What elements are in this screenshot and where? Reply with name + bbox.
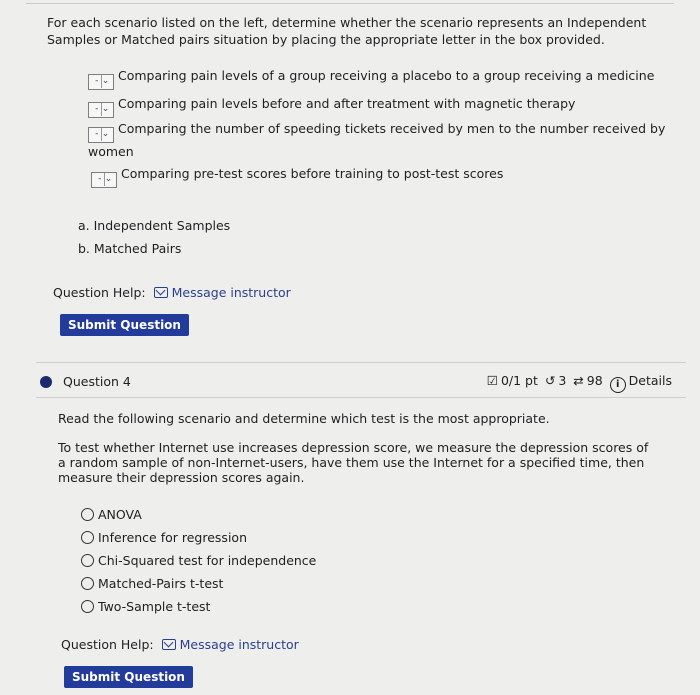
chevron-down-icon: ⌄ [104,174,113,184]
points: 0/1 pt [500,373,538,388]
chevron-down-icon: ⌄ [101,104,110,114]
radio-icon[interactable] [81,600,94,613]
score-icon: ☑ [486,373,498,388]
top-divider [26,3,674,4]
scenario-text-3: Comparing the number of speeding tickets received by men to the number received by [118,121,666,136]
scenario-row-3 [88,121,665,143]
question-4-header [40,371,672,393]
scenario-row-1 [88,68,654,90]
retry-icon: ↺ [544,373,556,388]
choice-matched-pairs[interactable]: Matched-Pairs t-test [81,576,223,591]
question-meta [484,373,672,393]
radio-icon[interactable] [81,577,94,590]
answer-select-1[interactable]: - ⌄ [88,74,114,90]
option-a: a. Independent Samples [78,218,231,233]
answer-select-4[interactable]: - ⌄ [91,172,117,188]
envelope-icon [154,287,168,298]
scenario-text-3-wrap: women [88,144,134,159]
q3-question-help [53,285,291,300]
message-instructor-link[interactable]: Message instructor [179,637,299,652]
message-instructor-link[interactable]: Message instructor [171,285,291,300]
q4-submit-button[interactable]: Submit Question [64,666,193,688]
envelope-icon [162,639,176,650]
attempts-icon: ⇄ [573,373,584,388]
question-help-label: Question Help: [61,637,154,652]
question-help-label: Question Help: [53,285,146,300]
option-b: b. Matched Pairs [78,241,182,256]
scenario-text-4: Comparing pre-test scores before training to post-test scores [121,166,504,181]
q4-scenario: To test whether Internet use increases depression score, we measure the depression scores of a random sample of non-Internet-users, have them use the Internet for a specified time, then measure their depression scores again. [58,440,649,485]
info-icon[interactable]: i [610,377,626,393]
scenario-row-4 [91,166,503,188]
attempts-count: 98 [586,373,603,388]
header-divider [36,397,686,398]
choice-anova[interactable]: ANOVA [81,507,142,522]
question-3-prompt [47,14,677,48]
scenario-row-2 [88,96,575,118]
chevron-down-icon: ⌄ [101,129,110,139]
radio-icon[interactable] [81,531,94,544]
q3-submit-button[interactable]: Submit Question [60,314,189,336]
current-question-bullet [40,376,52,388]
choice-two-sample[interactable]: Two-Sample t-test [81,599,210,614]
radio-icon[interactable] [81,554,94,567]
details-link[interactable]: Details [628,373,672,388]
radio-icon[interactable] [81,508,94,521]
question-4-title: Question 4 [63,374,131,389]
retries-count: 3 [558,373,567,388]
question-divider [36,362,686,363]
scenario-text-1: Comparing pain levels of a group receiving a placebo to a group receiving a medicine [118,68,655,83]
q4-instruction: Read the following scenario and determine which test is the most appropriate. [58,411,550,426]
answer-select-2[interactable]: - ⌄ [88,102,114,118]
q3-prompt-text: For each scenario listed on the left, determine whether the scenario represents an Independent Samples or Matched pairs situation by placing the appropriate letter in the box provided. [47,15,647,47]
choice-inference-regression[interactable]: Inference for regression [81,530,247,545]
q4-question-help [61,637,299,652]
answer-select-3[interactable]: - ⌄ [88,127,114,143]
chevron-down-icon: ⌄ [101,76,110,86]
scenario-text-2: Comparing pain levels before and after treatment with magnetic therapy [118,96,576,111]
choice-chi-squared[interactable]: Chi-Squared test for independence [81,553,316,568]
